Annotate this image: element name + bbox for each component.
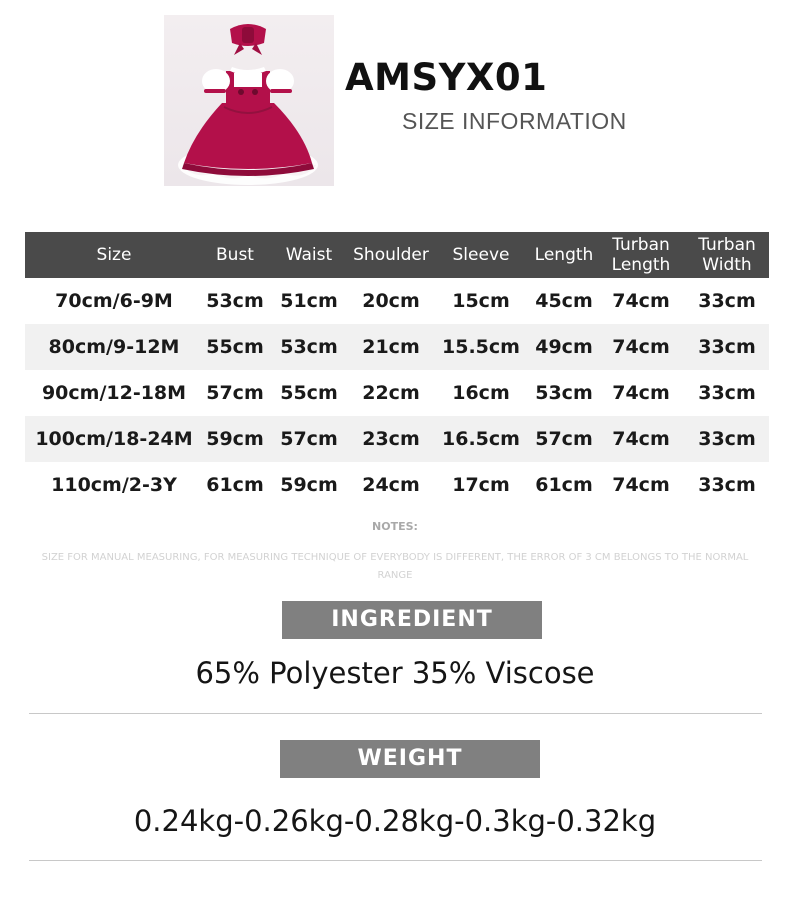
dress-illustration (164, 15, 334, 186)
table-cell: 33cm (698, 474, 756, 496)
ingredient-value: 65% Polyester 35% Viscose (195, 656, 595, 690)
table-row (25, 370, 769, 416)
weight-value: 0.24kg-0.26kg-0.28kg-0.3kg-0.32kg (133, 804, 657, 838)
table-header-row (25, 232, 769, 278)
table-cell: 74cm (597, 324, 685, 370)
table-cell: 53cm (206, 290, 264, 312)
table-row (25, 278, 769, 324)
table-cell: 21cm (351, 324, 431, 370)
product-photo (164, 15, 334, 186)
column-header-waist: Waist (267, 232, 351, 278)
table-cell: 45cm (535, 290, 593, 312)
table-cell: 80cm/9-12M (25, 324, 203, 370)
table-cell: 55cm (203, 324, 267, 370)
table-cell: 23cm (351, 416, 431, 462)
table-cell: 33cm (685, 416, 769, 462)
table-cell: 15.5cm (431, 324, 531, 370)
table-cell: 22cm (362, 382, 420, 404)
table-cell: 16.5cm (431, 416, 531, 462)
table-cell: 100cm/18-24M (25, 416, 203, 462)
divider (29, 713, 762, 714)
table-cell: 55cm (280, 382, 338, 404)
table-cell: 74cm (597, 416, 685, 462)
table-cell: 74cm (612, 474, 670, 496)
table-cell: 57cm (531, 416, 597, 462)
table-cell: 49cm (531, 324, 597, 370)
table-cell: 70cm/6-9M (55, 290, 173, 312)
table-cell: 16cm (452, 382, 510, 404)
size-table (25, 232, 769, 508)
column-header-turban-length: Turban Length (597, 232, 685, 278)
table-cell: 24cm (362, 474, 420, 496)
table-cell: 33cm (698, 290, 756, 312)
table-cell: 57cm (206, 382, 264, 404)
table-cell: 61cm (206, 474, 264, 496)
table-cell: 110cm/2-3Y (51, 474, 177, 496)
table-cell: 59cm (203, 416, 267, 462)
table-row (25, 324, 769, 370)
column-header-size: Size (25, 232, 203, 278)
table-cell: 53cm (535, 382, 593, 404)
column-header-length: Length (531, 232, 597, 278)
column-header-sleeve: Sleeve (431, 232, 531, 278)
table-cell: 57cm (267, 416, 351, 462)
table-cell: 53cm (267, 324, 351, 370)
divider (29, 860, 762, 861)
table-row (25, 416, 769, 462)
table-cell: 74cm (612, 382, 670, 404)
table-cell: 59cm (280, 474, 338, 496)
table-cell: 20cm (362, 290, 420, 312)
ingredient-banner: INGREDIENT (282, 601, 542, 639)
model-code: AMSYX01 (345, 56, 548, 99)
table-cell: 90cm/12-18M (41, 382, 187, 404)
notes-text: SIZE FOR MANUAL MEASURING, FOR MEASURING TECHNIQUE OF EVERYBODY IS DIFFERENT, THE ERROR OF 3 CM BELONGS TO THE NORMAL RANGE (41, 552, 749, 581)
table-cell: 15cm (452, 290, 510, 312)
table-cell: 33cm (685, 324, 769, 370)
table-row (25, 462, 769, 508)
column-header-bust: Bust (203, 232, 267, 278)
table-cell: 33cm (698, 382, 756, 404)
column-header-shoulder: Shoulder (351, 232, 431, 278)
column-header-turban-width: Turban Width (685, 232, 769, 278)
notes-title: NOTES: (372, 520, 418, 533)
size-information-subtitle: SIZE INFORMATION (402, 108, 627, 134)
table-cell: 74cm (612, 290, 670, 312)
table-cell: 51cm (280, 290, 338, 312)
weight-banner: WEIGHT (280, 740, 540, 778)
table-cell: 17cm (452, 474, 510, 496)
table-cell: 61cm (535, 474, 593, 496)
